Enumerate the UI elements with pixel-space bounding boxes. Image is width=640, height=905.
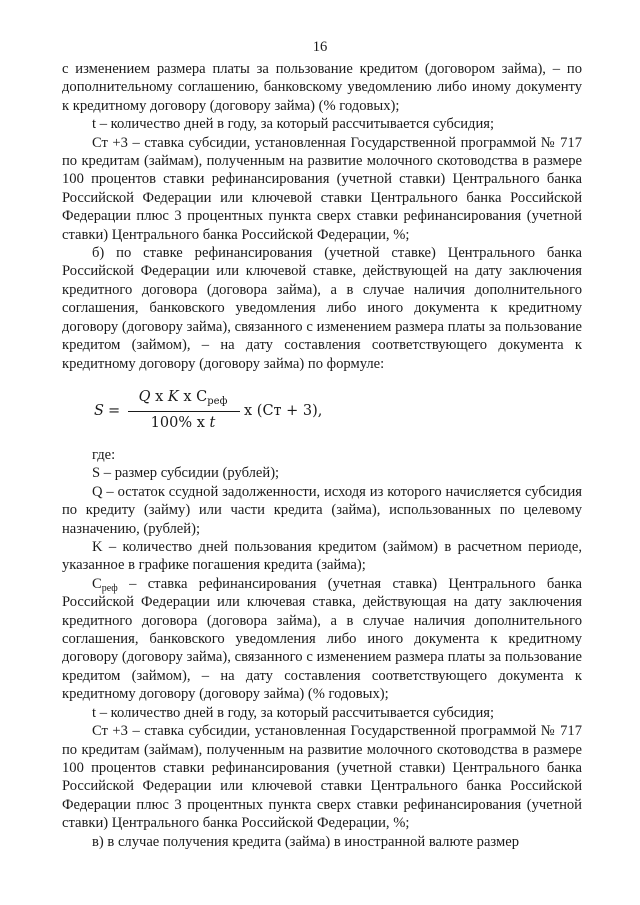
paragraph-continuation: с изменением размера платы за пользование кредитом (договором займа), – по дополнительному соглашению, банковскому уведомлению либо иному документу к кредитному договору (договору займа) (% годовых); <box>62 61 582 114</box>
paragraph-k-definition: K – количество дней пользования кредитом (займом) в расчетном периоде, указанное в графике погашения кредита (займа); <box>62 539 582 574</box>
formula-lhs: S <box>94 403 104 419</box>
paragraph-t-definition-2: t – количество дней в году, за который рассчитывается субсидия; <box>92 704 495 721</box>
page-number: 16 <box>312 39 328 55</box>
formula-numerator: Q x K x $C_{реф}$ <box>138 389 228 407</box>
formula-equals: = <box>108 403 121 419</box>
formula-fraction-bar <box>128 411 240 412</box>
text-block-top <box>62 60 582 373</box>
paragraph-item-b: б) по ставке рефинансирования (учетной ставке) Центрального банка Российской Федерации или ключевой ставке, действующей на дату заключения кредитного договора (договора займа), а в случае наличия дополнительного соглашения, банковского уведомления либо иного документа к кредитному договору (договору займа), связанного с изменением размера платы за пользование кредитом (займом), – на дату составления соответствующего документа к кредитному договору (договору займа) по формуле: <box>62 245 582 372</box>
paragraph-item-v: в) в случае получения кредита (займа) в иностранной валюте размер <box>92 833 519 850</box>
paragraph-st-definition: Ст +3 – ставка субсидии, установленная Государственной программой № 717 по кредитам (займам), полученным на развитие молочного скотоводства в размере 100 процентов ставки рефинансирования (учетной ставки) Центрального банка Российской Федерации или ключевой ставки Центрального банка Российской Федерации плюс 3 процентных пункта сверх ставки рефинансирования (учетной ставки) Центрального банка Российской Федерации, %; <box>62 134 582 243</box>
paragraph-s-definition: S – размер субсидии (рублей); <box>92 465 280 482</box>
paragraph-cref-definition: $С_{реф}$ – ставка рефинансирования (учетная ставка) Центрального банка Российской Федерации или ключевая ставка, действующая на дату заключения кредитного договора (договора займа), а в случае наличия дополнительного соглашения, банковского уведомления либо иного документа к кредитному договору (договору займа), связанного с изменением размера платы за пользование кредитом (займом), – на дату составления соответствующего документа к кредитному договору (договору займа) (% годовых); <box>62 575 582 703</box>
paragraph-t-definition: t – количество дней в году, за который рассчитывается субсидия; <box>92 116 495 133</box>
subsidy-formula <box>94 389 514 442</box>
paragraph-st-definition-2: Ст +3 – ставка субсидии, установленная Государственной программой № 717 по кредитам (займам), полученным на развитие молочного скотоводства в размере 100 процентов ставки рефинансирования (учетной ставки) Центрального банка Российской Федерации или ключевой ставки Центрального банка Российской Федерации плюс 3 процентных пункта сверх ставки рефинансирования (учетной ставки) Центрального банка Российской Федерации, %; <box>62 723 582 832</box>
formula-rhs: x (Ст + 3), <box>244 403 323 419</box>
formula-denominator: 100% x t <box>150 415 216 431</box>
paragraph-where: где: <box>92 447 116 463</box>
text-block-bottom <box>62 446 582 851</box>
paragraph-q-definition: Q – остаток ссудной задолженности, исходя из которого начисляется субсидия по кредиту (займу) или части кредита (займа), использованных по целевому назначению, (рублей); <box>62 483 582 537</box>
